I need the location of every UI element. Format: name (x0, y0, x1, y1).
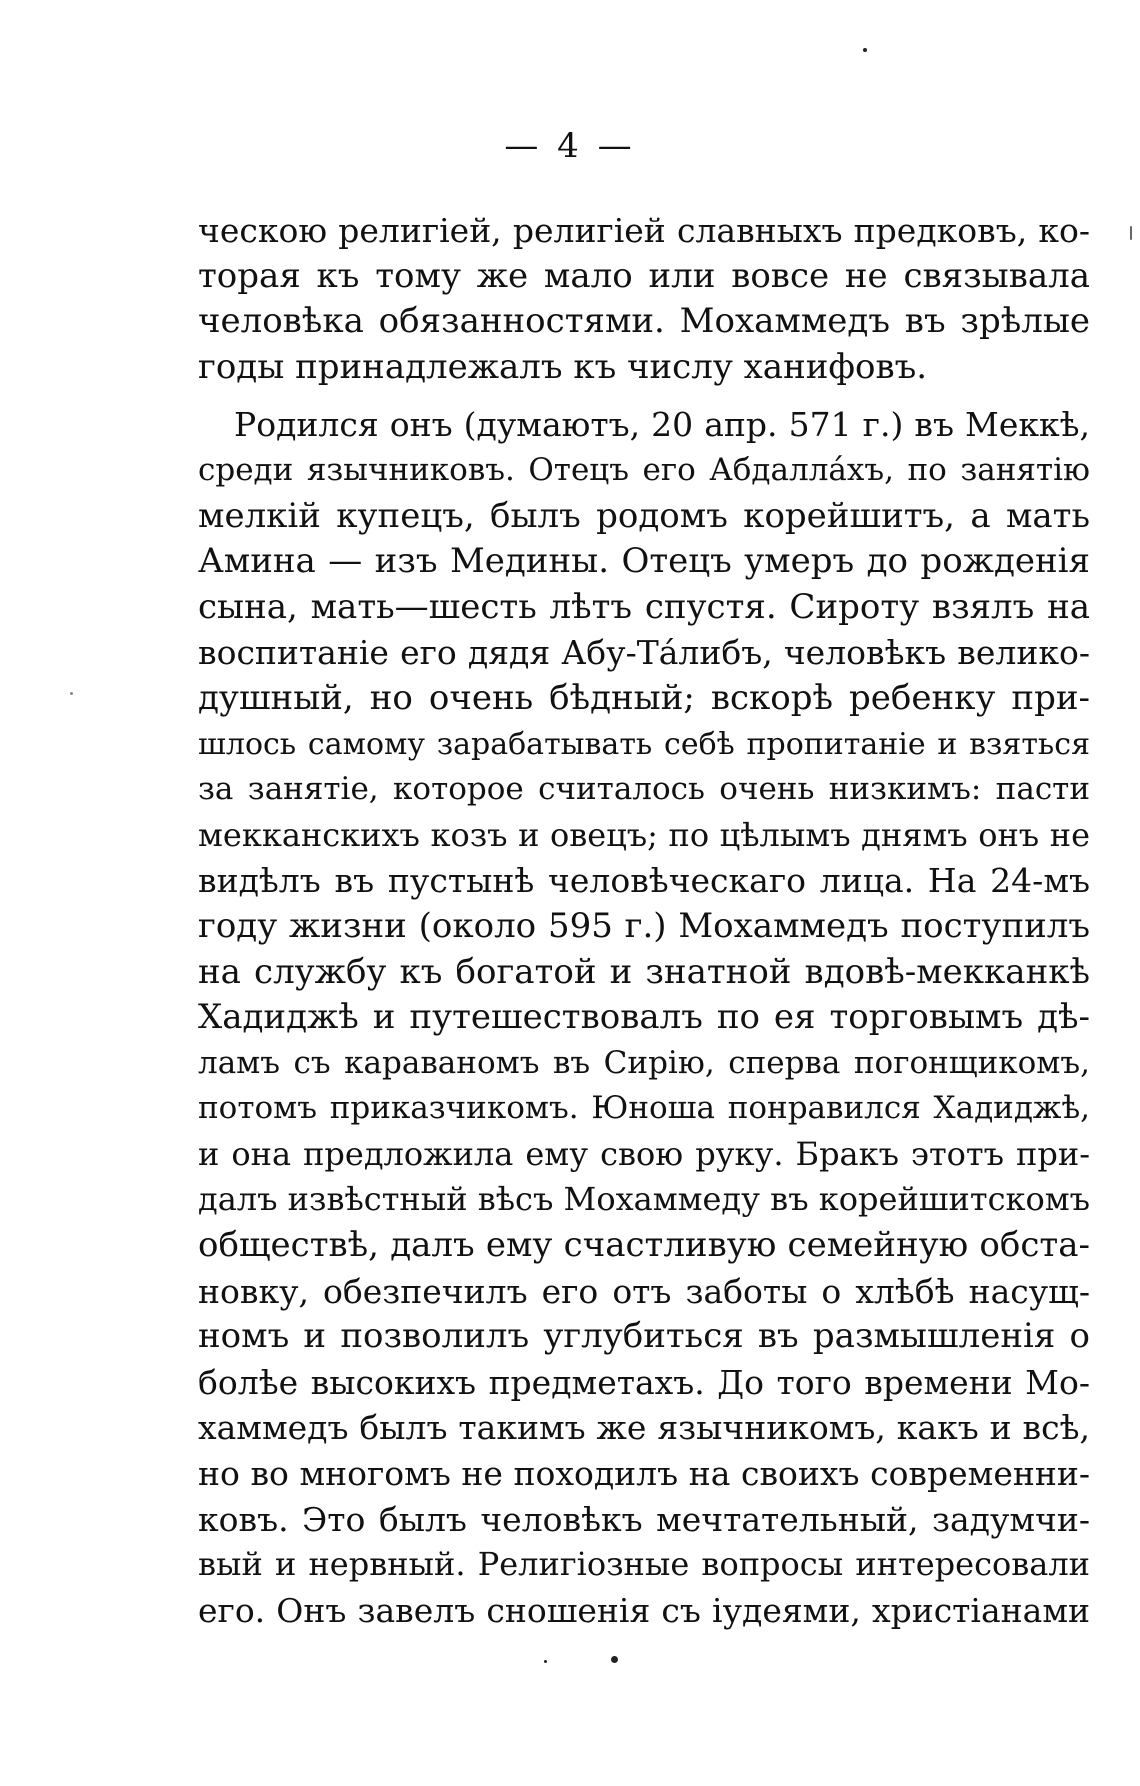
text-line: душный, но очень бѣдный; вскорѣ ребенку при- (198, 677, 1090, 718)
paragraph (198, 208, 1090, 390)
text-line: ламъ съ караваномъ въ Сирію, сперва погонщикомъ, (198, 1044, 1090, 1081)
text-line: на службу къ богатой и знатной вдовѣ-мекканкѣ (198, 951, 1090, 992)
text-line: его. Онъ завелъ сношенія съ іудеями, христіанами (198, 1590, 1090, 1630)
text-line: за занятіе, которое считалось очень низкимъ: пасти (198, 771, 1090, 808)
print-speck (544, 1660, 547, 1663)
text-line: сына, мать—шесть лѣтъ спустя. Сироту взялъ на (198, 586, 1090, 627)
text-line: человѣка обязанностями. Мохаммедъ въ зрѣлые (198, 301, 1090, 342)
text-line: Хадиджѣ и путешествовалъ по ея торговымъ дѣ- (198, 997, 1090, 1038)
text-line: Родился онъ (думаютъ, 20 апр. 571 г.) въ Меккѣ, (234, 405, 1090, 445)
text-line: вый и нервный. Религіозные вопросы интересовали (198, 1545, 1090, 1584)
print-speck (863, 48, 867, 52)
text-line: ческою религіей, религіей славныхъ предковъ, ко- (198, 211, 1090, 250)
text-line: потомъ приказчикомъ. Юноша понравился Хадиджѣ, (198, 1090, 1090, 1127)
text-line: мелкій купецъ, былъ родомъ корейшитъ, а мать (198, 495, 1090, 536)
text-line: хаммедъ былъ такимъ же язычникомъ, какъ и всѣ, (198, 1408, 1090, 1448)
text-line: среди язычниковъ. Отецъ его Абдалла́хъ, по занятію (198, 451, 1090, 488)
text-line: и она предложила ему свою руку. Бракъ этотъ при- (198, 1134, 1090, 1173)
body-text (198, 208, 1090, 1633)
print-speck (70, 692, 73, 695)
text-line: ковъ. Это былъ человѣкъ мечтательный, задумчи- (198, 1499, 1090, 1539)
text-line: году жизни (около 595 г.) Мохаммедъ поступилъ (198, 905, 1090, 946)
text-line: торая къ тому же мало или вовсе не связывала (198, 255, 1090, 296)
text-line: далъ извѣстный вѣсъ Мохаммеду въ корейшитскомъ (198, 1180, 1090, 1219)
text-line: обществѣ, далъ ему счастливую семейную обста- (198, 1225, 1090, 1266)
text-line: воспитаніе его дядя Абу-Та́либъ, человѣкъ велико- (198, 633, 1090, 673)
text-line: годы принадлежалъ къ числу ханифовъ. (198, 346, 928, 387)
text-line: болѣе высокихъ предметахъ. До того времени Мо- (198, 1362, 1090, 1402)
text-line: шлось самому зарабатывать себѣ пропитаніе и взяться (198, 726, 1090, 762)
text-line: номъ и позволилъ углубиться въ размышленія о (198, 1316, 1090, 1357)
print-speck (611, 1656, 618, 1663)
text-line: мекканскихъ козъ и овецъ; по цѣлымъ днямъ онъ не (198, 815, 1090, 854)
text-line: Амина — изъ Медины. Отецъ умеръ до рожденія (198, 541, 1090, 582)
text-line: но во многомъ не походилъ на своихъ современни- (198, 1454, 1090, 1494)
page-edge-mark (1130, 226, 1132, 240)
page-number: — 4 — (504, 126, 636, 166)
text-line: видѣлъ въ пустынѣ человѣческаго лица. На 24-мъ (198, 861, 1090, 901)
paragraph (198, 402, 1090, 1633)
text-line: новку, обезпечилъ его отъ заботы о хлѣбѣ насущ- (198, 1271, 1090, 1311)
